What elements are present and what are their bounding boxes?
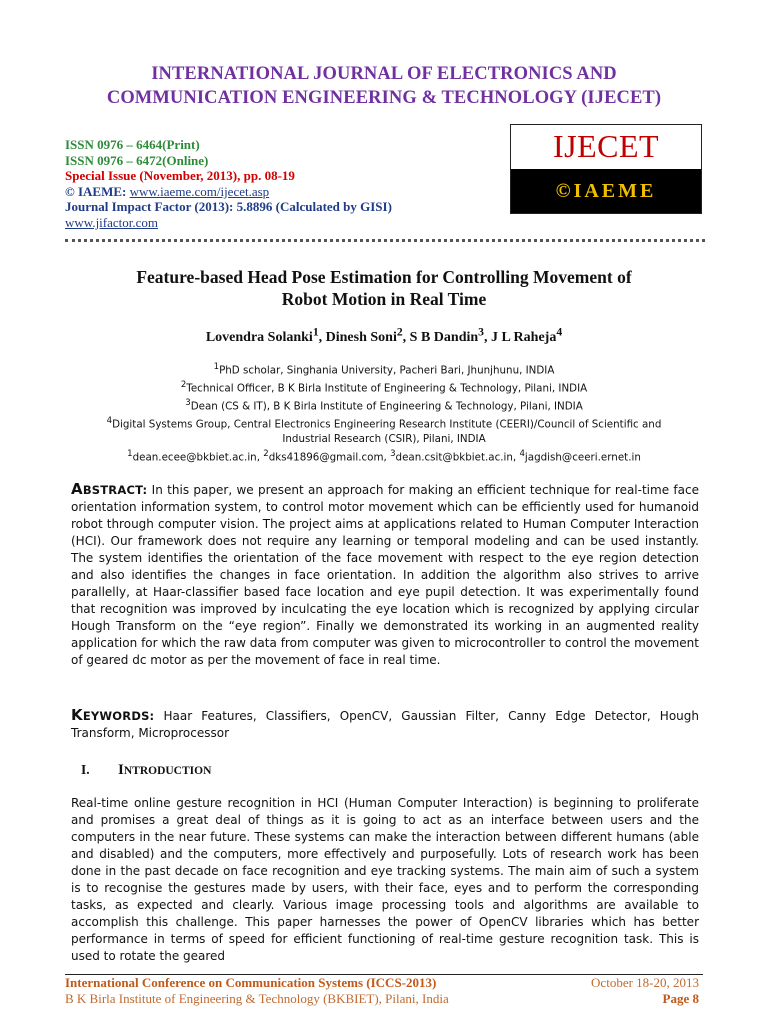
affiliation-item: $^1$PhD scholar, Singhania University, Pacheri Bari, Jhunjhunu, INDIA	[213, 362, 555, 377]
iaeme-prefix: © IAEME:	[65, 183, 130, 199]
paper-title-line1: Feature-based Head Pose Estimation for Controlling Movement of	[136, 267, 632, 287]
header-divider	[65, 239, 705, 242]
author: Dinesh Soni$^2$,	[325, 325, 410, 345]
jif-link[interactable]: www.jifactor.com	[65, 214, 159, 230]
author-list	[0, 323, 768, 347]
journal-title-line2: COMMUNICATION ENGINEERING & TECHNOLOGY (IJECET)	[106, 88, 662, 108]
keywords-label: KEYWORDS:	[71, 706, 155, 724]
footer-conference: International Conference on Communication Systems (ICCS-2013)	[65, 975, 437, 990]
footer-date: October 18-20, 2013	[591, 975, 699, 990]
journal-title-line1: INTERNATIONAL JOURNAL OF ELECTRONICS AND	[151, 64, 617, 84]
author: J L Raheja$^4$	[490, 325, 563, 345]
email-link[interactable]: jagdish@ceeri.ernet.in	[524, 451, 641, 464]
section-heading-introduction: I. INTRODUCTION	[81, 762, 212, 778]
ijecet-logo	[510, 124, 702, 214]
email-link[interactable]: dks41896@gmail.com,	[268, 451, 391, 464]
issn-online: ISSN 0976 – 6472(Online)	[65, 152, 209, 168]
journal-meta	[65, 137, 505, 231]
abstract-text: In this paper, we present an approach for making an efficient technique for real-time face orientation information system, to control motor movement which can be efficiently used for humanoid robot through computer vision. The project aims at applications related to Human Computer Interaction (HCI). Our framework does not require any learning or temporal modeling and can be used instantly. The system identifies the orientation of the face movement with respect to the eye region detection and also identifies the changes in face orientation. In addition the algorithm also strives to arrive parallelly, at Haar-classifier based face location and eye pupil detection. It was experimentally found that recognition was improved by inculcating the eye location which is recognized by applying circular Hough Transform on the “eye region”. Finally we demonstrated its working in an augmented reality application for which the raw data from computer was given to microcontroller to control the movement of geared dc motor as per the movement of face in real time.	[71, 483, 699, 667]
logo-title: IJECET	[552, 128, 660, 164]
impact-factor: Journal Impact Factor (2013): 5.8896 (Calculated by GISI)	[65, 199, 392, 215]
paper-title	[60, 266, 708, 310]
abstract-label: ABSTRACT:	[71, 480, 148, 498]
author: S B Dandin$^3$,	[409, 325, 491, 345]
logo-publisher: ©IAEME	[511, 169, 701, 213]
iaeme-link[interactable]: www.iaeme.com/ijecet.asp	[129, 183, 270, 199]
affiliations	[60, 360, 708, 447]
paper-title-line2: Robot Motion in Real Time	[281, 289, 487, 309]
abstract	[71, 481, 699, 668]
affiliation-item: Industrial Research (CSIR), Pilani, INDIA	[282, 433, 486, 446]
email-link[interactable]: dean.csit@bkbiet.ac.in,	[395, 451, 520, 464]
author-emails: $^1$dean.ecee@bkbiet.ac.in, $^2$dks41896@gmail.com, $^3$dean.csit@bkbiet.ac.in, $^4$jagdish@ceeri.ernet.in	[127, 449, 641, 464]
issn-print: ISSN 0976 – 6464(Print)	[65, 137, 200, 152]
introduction-paragraph: Real-time online gesture recognition in HCI (Human Computer Interaction) is beginning to proliferate and promises a great deal of things as it is going to act as an interface between users and the computers in the near future. These systems can make the interaction between different humans (able and disabled) and the computers, more effectively and purposefully. Lots of research work has been done in the past decade on face recognition and eye tracking systems. The main aim of such a system is to recognise the gestures made by users, with their face, eyes and to perform the corresponding tasks, as expected and clearly. Various image processing tools and algorithms are available to accomplish this challenge. This paper harnesses the power of OpenCV libraries which has better performance in terms of speed for efficient functioning of real-time gesture recognition task. This is used to rotate the geared	[71, 796, 699, 963]
page-footer	[65, 975, 699, 1007]
section-number: I.	[81, 762, 90, 777]
keywords-text: Haar Features, Classifiers, OpenCV, Gaussian Filter, Canny Edge Detector, Hough Transform, Microprocessor	[71, 709, 699, 740]
affiliation-item: $^4$Digital Systems Group, Central Electronics Engineering Research Institute (CEERI)/Council of Scientific and	[106, 416, 662, 431]
footer-page-number: Page 8	[662, 991, 699, 1006]
journal-title	[0, 62, 768, 110]
affiliation-item: $^3$Dean (CS & IT), B K Birla Institute of Engineering & Technology, Pilani, INDIA	[185, 398, 583, 413]
keywords	[71, 707, 699, 742]
email-link[interactable]: dean.ecee@bkbiet.ac.in,	[132, 451, 264, 464]
author: Lovendra Solanki$^1$,	[205, 325, 326, 345]
iaeme-line	[65, 184, 505, 200]
special-issue: Special Issue (November, 2013), pp. 08-19	[65, 168, 295, 184]
affiliation-item: $^2$Technical Officer, B K Birla Institute of Engineering & Technology, Pilani, INDIA	[180, 380, 588, 395]
footer-institute: B K Birla Institute of Engineering & Technology (BKBIET), Pilani, India	[65, 991, 449, 1006]
